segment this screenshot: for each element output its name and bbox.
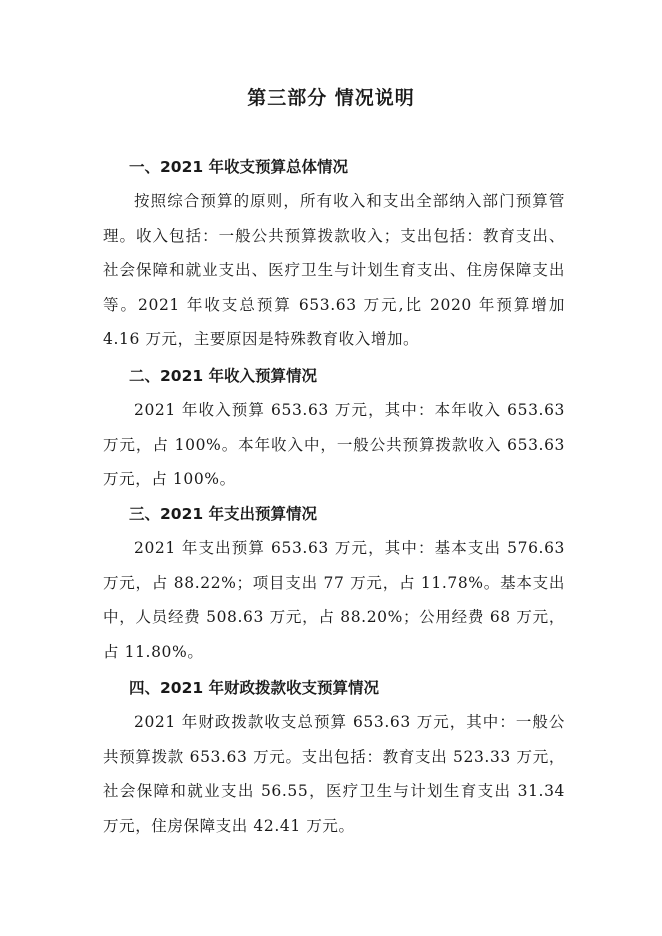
section-overall-budget	[103, 150, 565, 357]
section-heading: 二、2021 年收入预算情况	[129, 367, 318, 385]
section-paragraph: 2021 年收入预算 653.63 万元，其中：本年收入 653.63 万元，占 100%。本年收入中，一般公共预算拨款收入 653.63 万元，占 100%。	[103, 401, 565, 488]
section-heading: 四、2021 年财政拨款收支预算情况	[129, 679, 380, 697]
section-heading: 三、2021 年支出预算情况	[129, 505, 318, 523]
section-income-budget	[103, 359, 565, 497]
section-heading: 一、2021 年收支预算总体情况	[129, 158, 349, 176]
section-paragraph: 按照综合预算的原则，所有收入和支出全部纳入部门预算管理。收入包括：一般公共预算拨款收入；支出包括：教育支出、社会保障和就业支出、医疗卫生与计划生育支出、住房保障支出等。2021 年收支总预算 653.63 万元,比 2020 年预算增加 4.16 万元，主要原因是特殊教育收入增加。	[103, 192, 565, 348]
section-paragraph: 2021 年财政拨款收支总预算 653.63 万元，其中：一般公共预算拨款 653.63 万元。支出包括：教育支出 523.33 万元，社会保障和就业支出 56.55，医疗卫生与计划生育支出 31.34 万元，住房保障支出 42.41 万元。	[103, 713, 565, 835]
section-paragraph: 2021 年支出预算 653.63 万元，其中：基本支出 576.63 万元，占 88.22%；项目支出 77 万元，占 11.78%。基本支出中，人员经费 508.63 万元，占 88.20%；公用经费 68 万元，占 11.80%。	[103, 539, 565, 661]
section-fiscal-appropriation-budget	[103, 671, 565, 843]
page-title: 第三部分 情况说明	[247, 87, 415, 109]
section-expenditure-budget	[103, 497, 565, 669]
